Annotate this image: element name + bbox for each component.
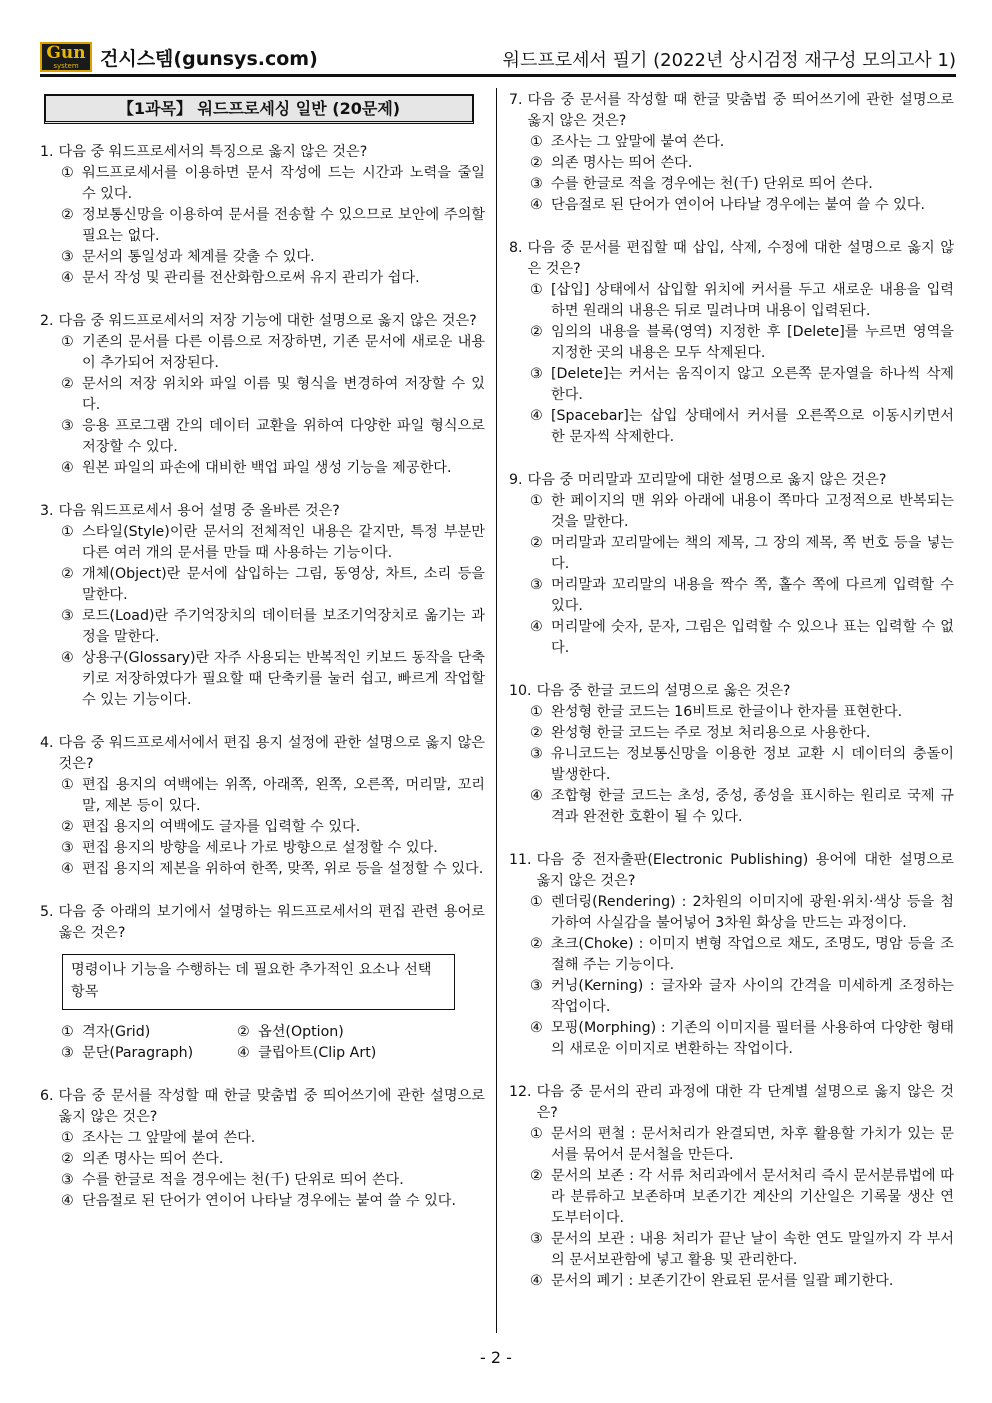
option-text: 머리말에 숫자, 문자, 그림은 입력할 수 있으나 표는 입력할 수 없다. [551, 619, 954, 656]
option-marker: ② [61, 1151, 74, 1167]
option-text: 의존 명사는 띄어 쓴다. [82, 1151, 224, 1167]
section-title: 【1과목】 워드프로세싱 일반 (20문제) [44, 94, 474, 124]
option-marker: ④ [530, 1020, 543, 1036]
option-1 [530, 702, 954, 723]
option-text: 개체(Object)란 문서에 삽입하는 그림, 동영상, 차트, 소리 등을 말한다. [82, 566, 485, 603]
question-text: 다음 중 문서의 관리 과정에 대한 각 단계별 설명으로 옳지 않은 것은? [536, 1084, 954, 1121]
question-stem [40, 1086, 485, 1128]
option-3 [530, 174, 954, 195]
option-1 [530, 892, 954, 934]
option-text: 옵션(Option) [258, 1024, 344, 1040]
question-number: 2. [40, 313, 54, 329]
question-6 [40, 1086, 485, 1212]
question-number: 6. [40, 1088, 54, 1104]
option-marker: ④ [61, 650, 74, 666]
option-1 [61, 522, 485, 564]
option-marker: ① [61, 777, 74, 793]
option-text: [Spacebar]는 삽입 상태에서 커서를 오른쪽으로 이동시키면서 한 문자씩 삭제한다. [551, 408, 954, 445]
option-2 [61, 564, 485, 606]
option-marker: ③ [61, 418, 74, 434]
option-text: [삽입] 상태에서 삽입할 위치에 커서를 두고 새로운 내용을 입력하면 원래의 내용은 뒤로 밀려나며 내용이 입력된다. [551, 282, 954, 319]
gunsys-logo [40, 42, 92, 72]
option-4 [237, 1043, 485, 1064]
option-2 [61, 1149, 485, 1170]
brand-name: 건시스템(gunsys.com) [100, 48, 318, 70]
option-4 [530, 617, 954, 659]
option-text: 단음절로 된 단어가 연이어 나타날 경우에는 붙여 쓸 수 있다. [551, 197, 926, 213]
question-number: 4. [40, 735, 54, 751]
option-marker: ① [61, 334, 74, 350]
option-4 [61, 648, 485, 711]
option-grid [61, 1022, 485, 1064]
question-2 [40, 311, 485, 479]
question-number: 12. [509, 1084, 532, 1100]
option-1 [530, 1124, 954, 1166]
option-2 [237, 1022, 485, 1043]
option-text: 모핑(Morphing) : 기존의 이미지를 필터를 사용하여 다양한 형태의 새로운 이미지로 변환하는 작업이다. [551, 1020, 954, 1057]
option-3 [530, 1229, 954, 1271]
option-1 [61, 1022, 237, 1043]
right-column [509, 90, 954, 1314]
option-marker: ② [61, 566, 74, 582]
question-stem [509, 90, 954, 132]
question-3 [40, 501, 485, 711]
example-box: 명령이나 기능을 수행하는 데 필요한 추가적인 요소나 선택 항목 [62, 954, 455, 1010]
option-marker: ② [530, 725, 543, 741]
option-3 [61, 1043, 237, 1064]
option-marker: ③ [530, 746, 543, 762]
option-1 [530, 491, 954, 533]
option-text: 조사는 그 앞말에 붙여 쓴다. [82, 1130, 256, 1146]
option-2 [530, 533, 954, 575]
option-marker: ② [530, 155, 543, 171]
question-stem [509, 470, 954, 491]
question-number: 10. [509, 683, 532, 699]
option-marker: ③ [530, 577, 543, 593]
question-10 [509, 681, 954, 828]
question-stem [40, 311, 485, 332]
question-8 [509, 238, 954, 448]
question-1 [40, 142, 485, 289]
option-1 [530, 280, 954, 322]
page-number: - 2 - [480, 1348, 512, 1367]
option-marker: ① [530, 1126, 543, 1142]
question-number: 1. [40, 144, 54, 160]
option-text: 응용 프로그램 간의 데이터 교환을 위하여 다양한 파일 형식으로 저장할 수 있다. [82, 418, 485, 455]
question-text: 다음 중 문서를 작성할 때 한글 맞춤법 중 띄어쓰기에 관한 설명으로 옳지 않은 것은? [527, 92, 954, 129]
option-text: 의존 명사는 띄어 쓴다. [551, 155, 693, 171]
option-4 [530, 1018, 954, 1060]
option-marker: ④ [61, 270, 74, 286]
option-4 [530, 786, 954, 828]
option-2 [530, 723, 954, 744]
option-text: 편집 용지의 여백에도 글자를 입력할 수 있다. [82, 819, 361, 835]
option-4 [530, 1271, 954, 1292]
option-text: 문서의 저장 위치와 파일 이름 및 형식을 변경하여 저장할 수 있다. [82, 376, 485, 413]
option-marker: ② [237, 1024, 250, 1040]
option-3 [61, 838, 485, 859]
option-4 [61, 458, 485, 479]
option-marker: ② [530, 535, 543, 551]
option-marker: ① [61, 524, 74, 540]
header-rule [40, 74, 956, 77]
option-text: 커닝(Kerning) : 글자와 글자 사이의 간격을 미세하게 조정하는 작업이다. [551, 978, 954, 1015]
option-2 [61, 817, 485, 838]
option-text: 문서의 폐기 : 보존기간이 완료된 문서를 일괄 폐기한다. [551, 1273, 894, 1289]
question-5 [40, 902, 485, 1064]
option-text: 정보통신망을 이용하여 문서를 전송할 수 있으므로 보안에 주의할 필요는 없다. [82, 207, 485, 244]
option-marker: ① [530, 704, 543, 720]
question-stem [40, 501, 485, 522]
question-stem [40, 902, 485, 944]
option-text: 편집 용지의 제본을 위하여 한쪽, 맞쪽, 위로 등을 설정할 수 있다. [82, 861, 484, 877]
question-stem [40, 142, 485, 163]
option-3 [61, 1170, 485, 1191]
option-marker: ④ [61, 1193, 74, 1209]
question-text: 다음 중 문서를 편집할 때 삽입, 삭제, 수정에 대한 설명으로 옳지 않은 것은? [527, 240, 954, 277]
option-marker: ① [61, 1024, 74, 1040]
question-number: 11. [509, 852, 532, 868]
option-marker: ③ [61, 1045, 74, 1061]
option-text: 문서 작성 및 관리를 전산화함으로써 유지 관리가 쉽다. [82, 270, 420, 286]
option-marker: ④ [530, 1273, 543, 1289]
question-text: 다음 중 워드프로세서에서 편집 용지 설정에 관한 설명으로 옳지 않은 것은? [58, 735, 485, 772]
option-marker: ③ [61, 608, 74, 624]
option-text: 조합형 한글 코드는 초성, 중성, 종성을 표시하는 원리로 국제 규격과 완전한 호환이 될 수 있다. [551, 788, 954, 825]
option-3 [530, 364, 954, 406]
option-marker: ④ [61, 460, 74, 476]
option-marker: ② [61, 376, 74, 392]
option-2 [530, 153, 954, 174]
option-marker: ③ [61, 840, 74, 856]
option-text: 기존의 문서를 다른 이름으로 저장하면, 기존 문서에 새로운 내용이 추가되어 저장된다. [82, 334, 485, 371]
option-2 [530, 1166, 954, 1229]
option-text: 수를 한글로 적을 경우에는 천(千) 단위로 띄어 쓴다. [551, 176, 873, 192]
option-2 [530, 322, 954, 364]
document-title: 워드프로세서 필기 (2022년 상시검정 재구성 모의고사 1) [502, 50, 956, 71]
left-column [40, 90, 485, 1234]
question-number: 8. [509, 240, 523, 256]
option-4 [530, 195, 954, 216]
question-stem [509, 850, 954, 892]
question-4 [40, 733, 485, 880]
question-11 [509, 850, 954, 1060]
option-text: 문단(Paragraph) [82, 1045, 194, 1061]
option-text: 격자(Grid) [82, 1024, 151, 1040]
option-text: 편집 용지의 방향을 세로나 가로 방향으로 설정할 수 있다. [82, 840, 438, 856]
question-9 [509, 470, 954, 659]
question-text: 다음 중 워드프로세서의 특징으로 옳지 않은 것은? [58, 144, 368, 160]
option-2 [61, 205, 485, 247]
option-text: 조사는 그 앞말에 붙여 쓴다. [551, 134, 725, 150]
option-1 [61, 163, 485, 205]
question-12 [509, 1082, 954, 1292]
option-marker: ② [530, 936, 543, 952]
question-number: 3. [40, 503, 54, 519]
option-marker: ① [61, 1130, 74, 1146]
question-number: 5. [40, 904, 54, 920]
option-4 [530, 406, 954, 448]
option-marker: ① [530, 894, 543, 910]
option-text: 클립아트(Clip Art) [258, 1045, 377, 1061]
option-1 [61, 332, 485, 374]
option-text: 유니코드는 정보통신망을 이용한 정보 교환 시 데이터의 충돌이 발생한다. [551, 746, 954, 783]
option-marker: ④ [530, 788, 543, 804]
question-stem [40, 733, 485, 775]
question-text: 다음 중 문서를 작성할 때 한글 맞춤법 중 띄어쓰기에 관한 설명으로 옳지 않은 것은? [58, 1088, 485, 1125]
option-text: 완성형 한글 코드는 16비트로 한글이나 한자를 표현한다. [551, 704, 903, 720]
option-3 [61, 416, 485, 458]
question-text: 다음 중 머리말과 꼬리말에 대한 설명으로 옳지 않은 것은? [527, 472, 887, 488]
logo-sub-text: system [53, 62, 79, 70]
option-2 [530, 934, 954, 976]
option-3 [530, 976, 954, 1018]
option-1 [61, 1128, 485, 1149]
option-marker: ③ [530, 978, 543, 994]
option-text: 스타일(Style)이란 문서의 전체적인 내용은 같지만, 특정 부분만 다른 여러 개의 문서를 만들 때 사용하는 기능이다. [82, 524, 485, 561]
option-marker: ③ [530, 366, 543, 382]
option-marker: ③ [530, 176, 543, 192]
option-text: 문서의 보존 : 각 서류 처리과에서 문서처리 즉시 문서분류법에 따라 분류하고 보존하며 보존기간 계산의 기산일은 기록물 생산 연도부터이다. [551, 1168, 954, 1226]
question-number: 7. [509, 92, 523, 108]
option-text: 원본 파일의 파손에 대비한 백업 파일 생성 기능을 제공한다. [82, 460, 452, 476]
option-text: 한 페이지의 맨 위와 아래에 내용이 쪽마다 고정적으로 반복되는 것을 말한다. [551, 493, 954, 530]
option-1 [530, 132, 954, 153]
option-4 [61, 859, 485, 880]
option-marker: ② [61, 207, 74, 223]
option-marker: ② [530, 324, 543, 340]
question-number: 9. [509, 472, 523, 488]
option-3 [61, 247, 485, 268]
question-7 [509, 90, 954, 216]
page-header [40, 40, 956, 74]
question-text: 다음 워드프로세서 용어 설명 중 올바른 것은? [58, 503, 340, 519]
option-text: 문서의 편철 : 문서처리가 완결되면, 차후 활용할 가치가 있는 문서를 묶어서 문서철을 만든다. [551, 1126, 954, 1163]
question-text: 다음 중 한글 코드의 설명으로 옳은 것은? [536, 683, 791, 699]
option-text: 문서의 보관 : 내용 처리가 끝난 날이 속한 연도 말일까지 각 부서의 문서보관함에 넣고 활용 및 관리한다. [551, 1231, 954, 1268]
option-text: [Delete]는 커서는 움직이지 않고 오른쪽 문자열을 하나씩 삭제한다. [551, 366, 954, 403]
option-text: 완성형 한글 코드는 주로 정보 처리용으로 사용한다. [551, 725, 871, 741]
option-marker: ④ [530, 619, 543, 635]
question-stem [509, 238, 954, 280]
question-text: 다음 중 워드프로세서의 저장 기능에 대한 설명으로 옳지 않은 것은? [58, 313, 477, 329]
option-marker: ① [61, 165, 74, 181]
option-text: 단음절로 된 단어가 연이어 나타날 경우에는 붙여 쓸 수 있다. [82, 1193, 457, 1209]
option-text: 렌더링(Rendering) : 2차원의 이미지에 광원·위치·색상 등을 첨가하여 사실감을 불어넣어 3차원 화상을 만드는 과정이다. [551, 894, 954, 931]
option-text: 편집 용지의 여백에는 위쪽, 아래쪽, 왼쪽, 오른쪽, 머리말, 꼬리말, 제본 등이 있다. [82, 777, 485, 814]
option-text: 머리말과 꼬리말에는 책의 제목, 그 장의 제목, 쪽 번호 등을 넣는다. [551, 535, 954, 572]
logo-main-text: Gun [46, 43, 86, 63]
option-marker: ① [530, 282, 543, 298]
column-divider [496, 88, 497, 1333]
option-marker: ① [530, 493, 543, 509]
option-4 [61, 268, 485, 289]
option-1 [61, 775, 485, 817]
option-3 [61, 606, 485, 648]
option-marker: ④ [530, 197, 543, 213]
option-text: 머리말과 꼬리말의 내용을 짝수 쪽, 홀수 쪽에 다르게 입력할 수 있다. [551, 577, 954, 614]
option-marker: ④ [530, 408, 543, 424]
question-text: 다음 중 아래의 보기에서 설명하는 워드프로세서의 편집 관련 용어로 옳은 것은? [58, 904, 485, 941]
option-text: 문서의 통일성과 체계를 갖출 수 있다. [82, 249, 315, 265]
question-text: 다음 중 전자출판(Electronic Publishing) 용어에 대한 설명으로 옳지 않은 것은? [536, 852, 954, 889]
option-text: 임의의 내용을 블록(영역) 지정한 후 [Delete]를 누르면 영역을 지정한 곳의 내용은 모두 삭제된다. [551, 324, 954, 361]
option-text: 초크(Choke) : 이미지 변형 작업으로 채도, 조명도, 명암 등을 조절해 주는 기능이다. [551, 936, 954, 973]
option-4 [61, 1191, 485, 1212]
option-marker: ② [61, 819, 74, 835]
option-text: 워드프로세서를 이용하면 문서 작성에 드는 시간과 노력을 줄일 수 있다. [82, 165, 485, 202]
option-marker: ② [530, 1168, 543, 1184]
option-marker: ① [530, 134, 543, 150]
option-text: 로드(Load)란 주기억장치의 데이터를 보조기억장치로 옮기는 과정을 말한다. [82, 608, 485, 645]
question-stem [509, 1082, 954, 1124]
question-stem [509, 681, 954, 702]
option-3 [530, 744, 954, 786]
option-marker: ④ [237, 1045, 250, 1061]
option-text: 상용구(Glossary)란 자주 사용되는 반복적인 키보드 동작을 단축키로 저장하였다가 필요할 때 단축키를 눌러 쉽고, 빠르게 작업할 수 있는 기능이다. [82, 650, 485, 708]
option-marker: ③ [530, 1231, 543, 1247]
option-marker: ③ [61, 249, 74, 265]
option-3 [530, 575, 954, 617]
option-marker: ④ [61, 861, 74, 877]
option-text: 수를 한글로 적을 경우에는 천(千) 단위로 띄어 쓴다. [82, 1172, 404, 1188]
option-2 [61, 374, 485, 416]
option-marker: ③ [61, 1172, 74, 1188]
